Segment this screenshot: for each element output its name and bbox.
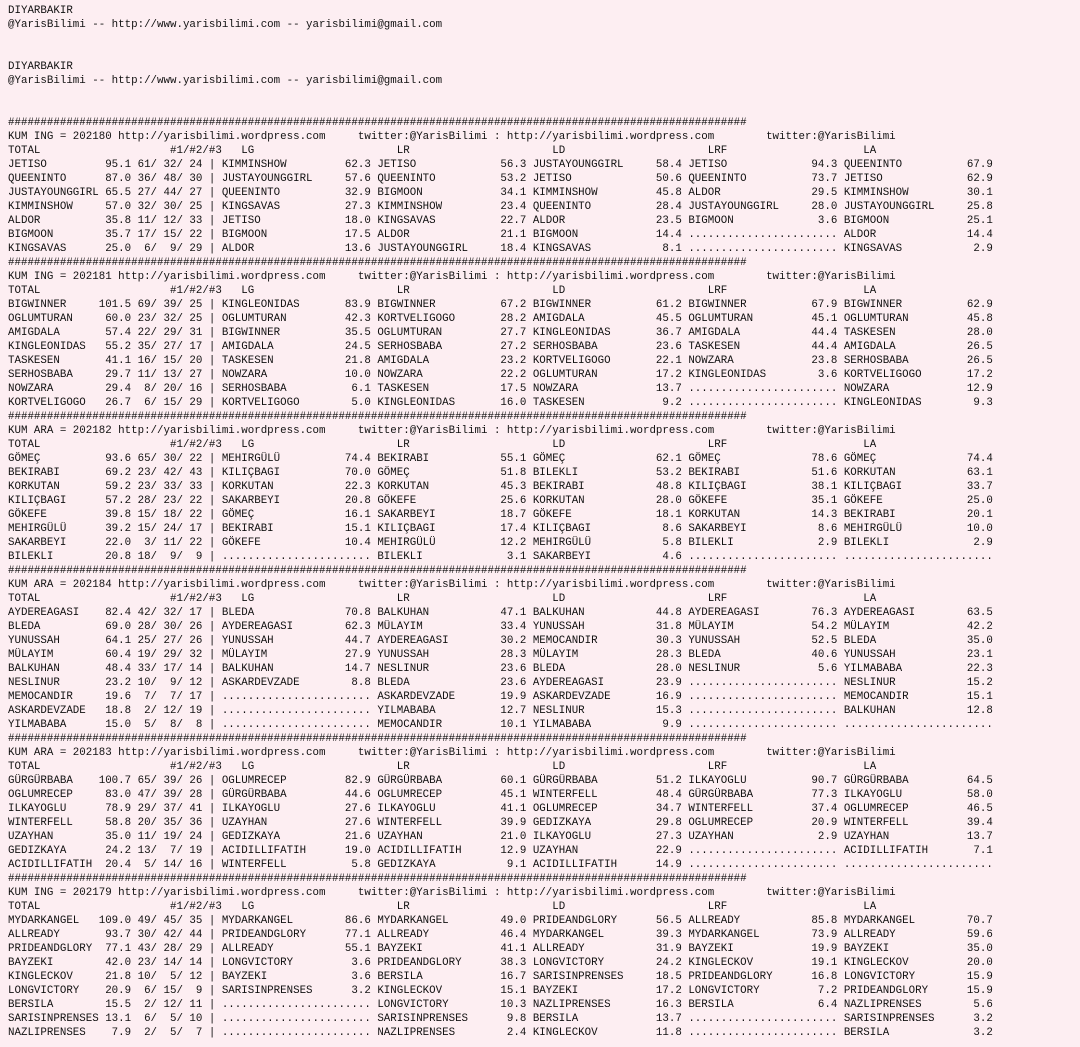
table-row: BIGMOON 35.7 17/ 15/ 22 | BIGMOON 17.5 ALDOR 21.1 BIGMOON 14.4 ....................... ALDOR 14.4 (8, 229, 993, 241)
table-row: UZAYHAN 35.0 11/ 19/ 24 | GEDIZKAYA 21.6 UZAYHAN 21.0 ILKAYOGLU 27.3 UZAYHAN 2.9 UZAYHAN 13.7 (8, 831, 993, 843)
header-contact: @YarisBilimi -- http://www.yarisbilimi.com -- yarisbilimi@gmail.com (8, 19, 443, 31)
race-title: KUM ARA = 202184 http://yarisbilimi.wordpress.com twitter:@YarisBilimi : http://yarisbilimi.wordpress.com twitter:@YarisBilimi (8, 579, 896, 591)
table-row: KIMMINSHOW 57.0 32/ 30/ 25 | KINGSAVAS 27.3 KIMMINSHOW 23.4 QUEENINTO 28.4 JUSTAYOUNGGIRL 28.0 JUSTAYOUNGGIRL 25.8 (8, 201, 993, 213)
table-row: JETISO 95.1 61/ 32/ 24 | KIMMINSHOW 62.3 JETISO 56.3 JUSTAYOUNGGIRL 58.4 JETISO 94.3 QUEENINTO 67.9 (8, 159, 993, 171)
table-row: GÜRGÜRBABA 100.7 65/ 39/ 26 | OGLUMRECEP 82.9 GÜRGÜRBABA 60.1 GÜRGÜRBABA 51.2 ILKAYOGLU 90.7 GÜRGÜRBABA 64.5 (8, 775, 993, 787)
table-row: GÖKEFE 39.8 15/ 18/ 22 | GÖMEÇ 16.1 SAKARBEYI 18.7 GÖKEFE 18.1 KORKUTAN 14.3 BEKIRABI 20.1 (8, 509, 993, 521)
table-row: NOWZARA 29.4 8/ 20/ 16 | SERHOSBABA 6.1 TASKESEN 17.5 NOWZARA 13.7 ....................... NOWZARA 12.9 (8, 383, 993, 395)
column-header-row: TOTAL #1/#2/#3 LG LR LD LRF LA (8, 439, 877, 451)
table-row: TASKESEN 41.1 16/ 15/ 20 | TASKESEN 21.8 AMIGDALA 23.2 KORTVELIGOGO 22.1 NOWZARA 23.8 SERHOSBABA 26.5 (8, 355, 993, 367)
blank-line (8, 88, 1080, 102)
blank-line (8, 46, 1080, 60)
table-row: YUNUSSAH 64.1 25/ 27/ 26 | YUNUSSAH 44.7 AYDEREAGASI 30.2 MEMOCANDIR 30.3 YUNUSSAH 52.5 BLEDA 35.0 (8, 635, 993, 647)
table-row: KINGLECKOV 21.8 10/ 5/ 12 | BAYZEKI 3.6 BERSILA 16.7 SARISINPRENSES 18.5 PRIDEANDGLORY 16.8 LONGVICTORY 15.9 (8, 971, 993, 983)
blank-line (8, 102, 1080, 116)
table-row: QUEENINTO 87.0 36/ 48/ 30 | JUSTAYOUNGGIRL 57.6 QUEENINTO 53.2 JETISO 50.6 QUEENINTO 73.7 JETISO 62.9 (8, 173, 993, 185)
table-row: OGLUMTURAN 60.0 23/ 32/ 25 | OGLUMTURAN 42.3 KORTVELIGOGO 28.2 AMIGDALA 45.5 OGLUMTURAN 45.1 OGLUMTURAN 45.8 (8, 313, 993, 325)
table-row: AYDEREAGASI 82.4 42/ 32/ 17 | BLEDA 70.8 BALKUHAN 47.1 BALKUHAN 44.8 AYDEREAGASI 76.3 AYDEREAGASI 63.5 (8, 607, 993, 619)
table-row: LONGVICTORY 20.9 6/ 15/ 9 | SARISINPRENSES 3.2 KINGLECKOV 15.1 BAYZEKI 17.2 LONGVICTORY 7.2 PRIDEANDGLORY 15.9 (8, 985, 993, 997)
table-row: MÜLAYIM 60.4 19/ 29/ 32 | MÜLAYIM 27.9 YUNUSSAH 28.3 MÜLAYIM 28.3 BLEDA 40.6 YUNUSSAH 23.1 (8, 649, 993, 661)
table-row: BILEKLI 20.8 18/ 9/ 9 | ....................... BILEKLI 3.1 SAKARBEYI 4.6 ....................... ....................... (8, 551, 993, 563)
column-header-row: TOTAL #1/#2/#3 LG LR LD LRF LA (8, 901, 877, 913)
table-row: YILMABABA 15.0 5/ 8/ 8 | ....................... MEMOCANDIR 10.1 YILMABABA 9.9 ....................... ....................... (8, 719, 993, 731)
table-row: BLEDA 69.0 28/ 30/ 26 | AYDEREAGASI 62.3 MÜLAYIM 33.4 YUNUSSAH 31.8 MÜLAYIM 54.2 MÜLAYIM 42.2 (8, 621, 993, 633)
table-row: BEKIRABI 69.2 23/ 42/ 43 | KILIÇBAGI 70.0 GÖMEÇ 51.8 BILEKLI 53.2 BEKIRABI 51.6 KORKUTAN 63.1 (8, 467, 993, 479)
separator-line: ################################################################################################################## (8, 117, 747, 129)
blank-line (8, 32, 1080, 46)
race-title: KUM ING = 202180 http://yarisbilimi.wordpress.com twitter:@YarisBilimi : http://yarisbilimi.wordpress.com twitter:@YarisBilimi (8, 131, 896, 143)
column-header-row: TOTAL #1/#2/#3 LG LR LD LRF LA (8, 145, 877, 157)
table-row: SARISINPRENSES 13.1 6/ 5/ 10 | ....................... SARISINPRENSES 9.8 BERSILA 13.7 ....................... SARISINPRENSES 3.2 (8, 1013, 993, 1025)
table-row: NAZLIPRENSES 7.9 2/ 5/ 7 | ....................... NAZLIPRENSES 2.4 KINGLECKOV 11.8 ....................... BERSILA 3.2 (8, 1027, 993, 1039)
table-row: AMIGDALA 57.4 22/ 29/ 31 | BIGWINNER 35.5 OGLUMTURAN 27.7 KINGLEONIDAS 36.7 AMIGDALA 44.4 TASKESEN 28.0 (8, 327, 993, 339)
header-contact: @YarisBilimi -- http://www.yarisbilimi.com -- yarisbilimi@gmail.com (8, 75, 443, 87)
table-row: ASKARDEVZADE 18.8 2/ 12/ 19 | ....................... YILMABABA 12.7 NESLINUR 15.3 ....................... BALKUHAN 12.8 (8, 705, 993, 717)
table-row: KORTVELIGOGO 26.7 6/ 15/ 29 | KORTVELIGOGO 5.0 KINGLEONIDAS 16.0 TASKESEN 9.2 ....................... KINGLEONIDAS 9.3 (8, 397, 993, 409)
table-row: NESLINUR 23.2 10/ 9/ 12 | ASKARDEVZADE 8.8 BLEDA 23.6 AYDEREAGASI 23.9 ....................... NESLINUR 15.2 (8, 677, 993, 689)
table-row: MEHIRGÜLÜ 39.2 15/ 24/ 17 | BEKIRABI 15.1 KILIÇBAGI 17.4 KILIÇBAGI 8.6 SAKARBEYI 8.6 MEHIRGÜLÜ 10.0 (8, 523, 993, 535)
separator-line: ################################################################################################################## (8, 733, 747, 745)
table-row: MEMOCANDIR 19.6 7/ 7/ 17 | ....................... ASKARDEVZADE 19.9 ASKARDEVZADE 16.9 ....................... MEMOCANDIR 15.1 (8, 691, 993, 703)
table-row: ILKAYOGLU 78.9 29/ 37/ 41 | ILKAYOGLU 27.6 ILKAYOGLU 41.1 OGLUMRECEP 34.7 WINTERFELL 37.4 OGLUMRECEP 46.5 (8, 803, 993, 815)
race-title: KUM ING = 202181 http://yarisbilimi.wordpress.com twitter:@YarisBilimi : http://yarisbilimi.wordpress.com twitter:@YarisBilimi (8, 271, 896, 283)
column-header-row: TOTAL #1/#2/#3 LG LR LD LRF LA (8, 593, 877, 605)
header-city: DIYARBAKIR (8, 61, 73, 73)
header-city: DIYARBAKIR (8, 5, 73, 17)
table-row: BIGWINNER 101.5 69/ 39/ 25 | KINGLEONIDAS 83.9 BIGWINNER 67.2 BIGWINNER 61.2 BIGWINNER 67.9 BIGWINNER 62.9 (8, 299, 993, 311)
table-row: GÖMEÇ 93.6 65/ 30/ 22 | MEHIRGÜLÜ 74.4 BEKIRABI 55.1 GÖMEÇ 62.1 GÖMEÇ 78.6 GÖMEÇ 74.4 (8, 453, 993, 465)
separator-line: ################################################################################################################## (8, 565, 747, 577)
table-row: KINGLEONIDAS 55.2 35/ 27/ 17 | AMIGDALA 24.5 SERHOSBABA 27.2 SERHOSBABA 23.6 TASKESEN 44.4 AMIGDALA 26.5 (8, 341, 993, 353)
table-row: OGLUMRECEP 83.0 47/ 39/ 28 | GÜRGÜRBABA 44.6 OGLUMRECEP 45.1 WINTERFELL 48.4 GÜRGÜRBABA 77.3 ILKAYOGLU 58.0 (8, 789, 993, 801)
table-row: KORKUTAN 59.2 23/ 33/ 33 | KORKUTAN 22.3 KORKUTAN 45.3 BEKIRABI 48.8 KILIÇBAGI 38.1 KILIÇBAGI 33.7 (8, 481, 993, 493)
table-row: JUSTAYOUNGGIRL 65.5 27/ 44/ 27 | QUEENINTO 32.9 BIGMOON 34.1 KIMMINSHOW 45.8 ALDOR 29.5 KIMMINSHOW 30.1 (8, 187, 993, 199)
table-row: BALKUHAN 48.4 33/ 17/ 14 | BALKUHAN 14.7 NESLINUR 23.6 BLEDA 28.0 NESLINUR 5.6 YILMABABA 22.3 (8, 663, 993, 675)
table-row: PRIDEANDGLORY 77.1 43/ 28/ 29 | ALLREADY 55.1 BAYZEKI 41.1 ALLREADY 31.9 BAYZEKI 19.9 BAYZEKI 35.0 (8, 943, 993, 955)
separator-line: ################################################################################################################## (8, 873, 747, 885)
table-row: KILIÇBAGI 57.2 28/ 23/ 22 | SAKARBEYI 20.8 GÖKEFE 25.6 KORKUTAN 28.0 GÖKEFE 35.1 GÖKEFE 25.0 (8, 495, 993, 507)
column-header-row: TOTAL #1/#2/#3 LG LR LD LRF LA (8, 285, 877, 297)
table-row: BERSILA 15.5 2/ 12/ 11 | ....................... LONGVICTORY 10.3 NAZLIPRENSES 16.3 BERSILA 6.4 NAZLIPRENSES 5.6 (8, 999, 993, 1011)
table-row: KINGSAVAS 25.0 6/ 9/ 29 | ALDOR 13.6 JUSTAYOUNGGIRL 18.4 KINGSAVAS 8.1 ....................... KINGSAVAS 2.9 (8, 243, 993, 255)
table-row: ALDOR 35.8 11/ 12/ 33 | JETISO 18.0 KINGSAVAS 22.7 ALDOR 23.5 BIGMOON 3.6 BIGMOON 25.1 (8, 215, 993, 227)
table-row: MYDARKANGEL 109.0 49/ 45/ 35 | MYDARKANGEL 86.6 MYDARKANGEL 49.0 PRIDEANDGLORY 56.5 ALLREADY 85.8 MYDARKANGEL 70.7 (8, 915, 993, 927)
race-title: KUM ARA = 202183 http://yarisbilimi.wordpress.com twitter:@YarisBilimi : http://yarisbilimi.wordpress.com twitter:@YarisBilimi (8, 747, 896, 759)
table-row: ACIDILLIFATIH 20.4 5/ 14/ 16 | WINTERFELL 5.8 GEDIZKAYA 9.1 ACIDILLIFATIH 14.9 ....................... ....................... (8, 859, 993, 871)
separator-line: ################################################################################################################## (8, 257, 747, 269)
race-title: KUM ARA = 202182 http://yarisbilimi.wordpress.com twitter:@YarisBilimi : http://yarisbilimi.wordpress.com twitter:@YarisBilimi (8, 425, 896, 437)
column-header-row: TOTAL #1/#2/#3 LG LR LD LRF LA (8, 761, 877, 773)
table-row: SAKARBEYI 22.0 3/ 11/ 22 | GÖKEFE 10.4 MEHIRGÜLÜ 12.2 MEHIRGÜLÜ 5.8 BILEKLI 2.9 BILEKLI 2.9 (8, 537, 993, 549)
race-title: KUM ING = 202179 http://yarisbilimi.wordpress.com twitter:@YarisBilimi : http://yarisbilimi.wordpress.com twitter:@YarisBilimi (8, 887, 896, 899)
table-row: GEDIZKAYA 24.2 13/ 7/ 19 | ACIDILLIFATIH 19.0 ACIDILLIFATIH 12.9 UZAYHAN 22.9 ....................... ACIDILLIFATIH 7.1 (8, 845, 993, 857)
separator-line: ################################################################################################################## (8, 411, 747, 423)
table-row: SERHOSBABA 29.7 11/ 13/ 27 | NOWZARA 10.0 NOWZARA 22.2 OGLUMTURAN 17.2 KINGLEONIDAS 3.6 KORTVELIGOGO 17.2 (8, 369, 993, 381)
table-row: ALLREADY 93.7 30/ 42/ 44 | PRIDEANDGLORY 77.1 ALLREADY 46.4 MYDARKANGEL 39.3 MYDARKANGEL 73.9 ALLREADY 59.6 (8, 929, 993, 941)
table-row: WINTERFELL 58.8 20/ 35/ 36 | UZAYHAN 27.6 WINTERFELL 39.9 GEDIZKAYA 29.8 OGLUMRECEP 20.9 WINTERFELL 39.4 (8, 817, 993, 829)
table-row: BAYZEKI 42.0 23/ 14/ 14 | LONGVICTORY 3.6 PRIDEANDGLORY 38.3 LONGVICTORY 24.2 KINGLECKOV 19.1 KINGLECKOV 20.0 (8, 957, 993, 969)
